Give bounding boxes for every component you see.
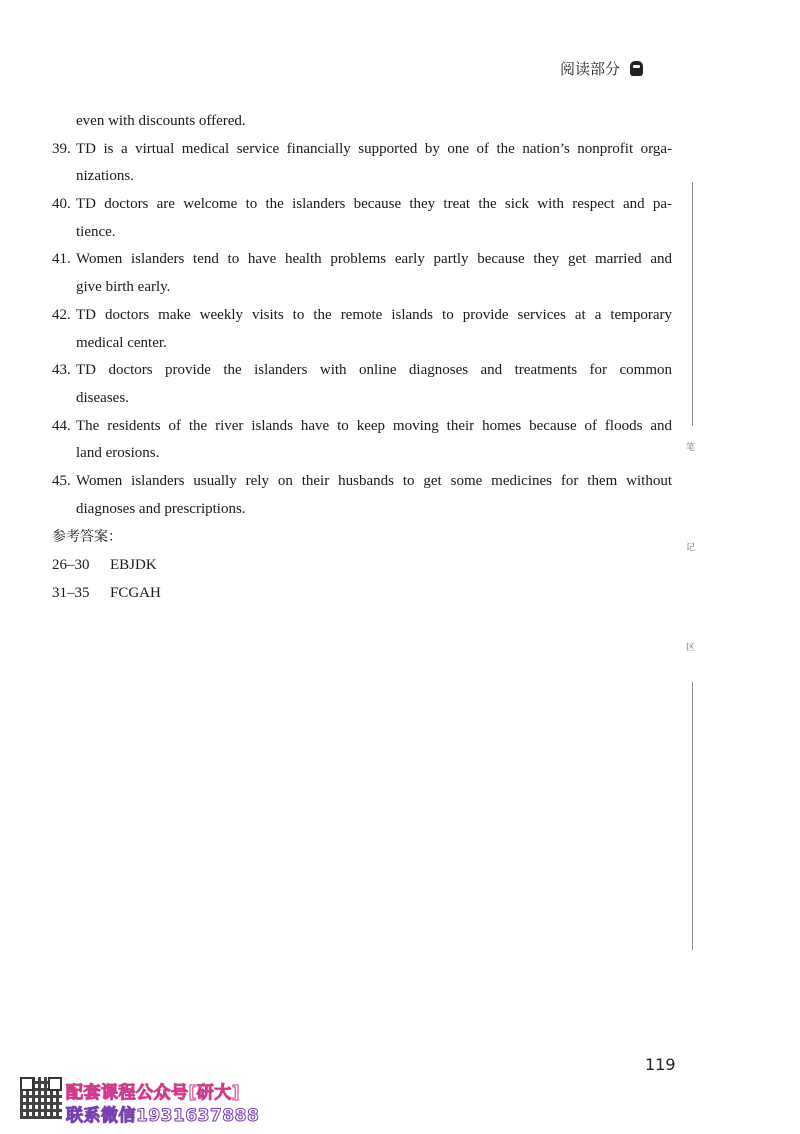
question-text: tience.: [76, 223, 116, 240]
answer-range: 26–30: [52, 557, 90, 574]
section-title: 阅读部分: [560, 60, 621, 78]
question-text: TD is a virtual medical service financially supported by one of the nation’s nonprofit orga-: [76, 140, 672, 157]
question-42: [52, 306, 672, 361]
question-text: The residents of the river islands have to keep moving their homes because of floods and: [76, 417, 672, 434]
question-text: Women islanders tend to have health problems early partly because they get married and: [76, 251, 672, 268]
question-number: 45.: [52, 472, 71, 489]
page-number: 119: [645, 1055, 676, 1074]
continuation-line: even with discounts offered.: [76, 113, 246, 129]
question-number: 43.: [52, 362, 71, 379]
question-text: medical center.: [76, 334, 167, 351]
question-40: [52, 195, 672, 250]
answer-letters: EBJDK: [110, 557, 157, 574]
question-45: [52, 472, 672, 527]
notes-margin-char: 笔: [686, 443, 696, 453]
question-number: 44.: [52, 417, 71, 434]
question-number: 41.: [52, 251, 71, 268]
reading-icon: [630, 61, 643, 76]
content: [52, 112, 672, 611]
notes-margin-char: 记: [686, 543, 696, 553]
question-text: TD doctors are welcome to the islanders because they treat the sick with respect and pa-: [76, 196, 672, 213]
watermark-line-1: 配套课程公众号[研大]: [66, 1083, 241, 1103]
answer-range: 31–35: [52, 585, 90, 602]
question-text: diagnoses and prescriptions.: [76, 500, 246, 517]
qr-code-icon: [20, 1077, 62, 1119]
question-text: Women islanders usually rely on their husbands to get some medicines for them without: [76, 472, 672, 489]
answer-key-heading: 参考答案：: [52, 529, 122, 546]
question-41: [52, 250, 672, 305]
answer-row: [52, 583, 672, 611]
watermark-line-2: 联系微信1931637888: [66, 1106, 260, 1126]
question-text: diseases.: [76, 389, 129, 406]
answer-letters: FCGAH: [110, 585, 161, 602]
question-text: TD doctors provide the islanders with online diagnoses and treatments for common: [76, 362, 672, 379]
question-text: give birth early.: [76, 279, 171, 296]
question-44: [52, 417, 672, 472]
question-text: land erosions.: [76, 445, 160, 462]
notes-margin-line-bottom: [692, 682, 693, 950]
page-header: [560, 58, 643, 79]
notes-margin-line-top: [692, 182, 693, 426]
question-number: 39.: [52, 140, 71, 157]
answer-row: [52, 555, 672, 583]
question-number: 42.: [52, 306, 71, 323]
question-number: 40.: [52, 196, 71, 213]
question-43: [52, 361, 672, 416]
question-text: TD doctors make weekly visits to the remote islands to provide services at a temporary: [76, 306, 672, 323]
notes-margin-char: 区: [686, 643, 696, 653]
question-39: [52, 140, 672, 195]
question-text: nizations.: [76, 168, 134, 185]
